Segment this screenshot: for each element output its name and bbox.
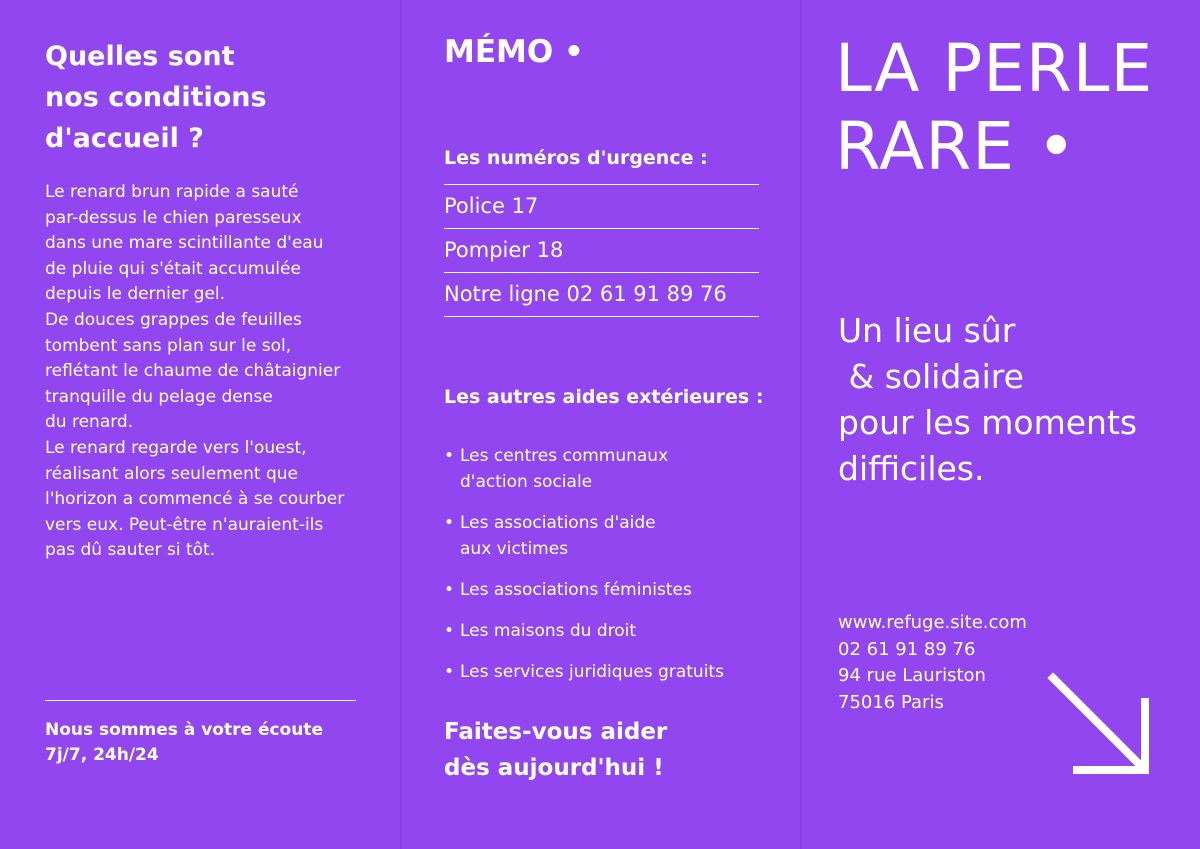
aides-heading: Les autres aides extérieures : [444, 386, 764, 408]
list-item [444, 659, 784, 685]
body-line: de pluie qui s'était accumulée [45, 258, 301, 279]
city-address: 75016 Paris [838, 691, 944, 713]
body-line: tranquille du pelage dense [45, 386, 273, 407]
urgence-item-police: Police 17 [444, 184, 759, 228]
list-item-text: d'action sociale [460, 472, 593, 492]
bullet-icon: • [444, 513, 455, 533]
urgence-list [444, 184, 759, 317]
tagline-line: & solidaire [838, 357, 1024, 396]
body-paragraph [45, 436, 375, 564]
bullet-icon: • [444, 662, 455, 682]
list-item [444, 618, 784, 644]
urgence-item-ligne: Notre ligne 02 61 91 89 76 [444, 272, 759, 317]
cta-line: dès aujourd'hui ! [444, 755, 664, 781]
body-line: pas dû sauter si tôt. [45, 540, 216, 561]
conditions-body [45, 180, 375, 564]
tagline-line: difficiles. [838, 449, 985, 488]
bullet-icon: • [444, 580, 455, 600]
body-line: réalisant alors seulement que [45, 463, 299, 484]
website-link[interactable]: www.refuge.site.com [838, 612, 1027, 633]
body-line: dans une mare scintillante d'eau [45, 233, 324, 254]
urgence-item-pompier: Pompier 18 [444, 228, 759, 272]
availability-note [45, 718, 375, 768]
bullet-icon: • [444, 621, 455, 641]
list-item-text: Les maisons du droit [460, 621, 637, 641]
list-item [444, 443, 784, 495]
brand-title [835, 30, 1195, 186]
body-line: vers eux. Peut-être n'auraient-ils [45, 514, 324, 535]
aides-list [444, 443, 784, 700]
availability-line: Nous sommes à votre écoute [45, 720, 323, 740]
brand-line: RARE • [835, 108, 1077, 185]
divider [45, 700, 356, 701]
conditions-title-line: Quelles sont [45, 41, 235, 72]
body-line: par-dessus le chien paresseux [45, 207, 302, 228]
list-item-text: Les associations féministes [460, 580, 692, 600]
bullet-icon: • [444, 446, 455, 466]
conditions-title-line: d'accueil ? [45, 123, 204, 154]
arrow-down-right-icon [1047, 672, 1151, 776]
call-to-action [444, 714, 667, 786]
body-line: Le renard brun rapide a sauté [45, 182, 299, 202]
list-item-text: Les associations d'aide [460, 513, 656, 533]
list-item-text: Les services juridiques gratuits [460, 662, 724, 682]
body-line: l'horizon a commencé à se courber [45, 489, 345, 510]
body-paragraph [45, 308, 375, 436]
list-item-text: aux victimes [460, 539, 569, 559]
body-line: Le renard regarde vers l'ouest, [45, 437, 307, 458]
street-address: 94 rue Lauriston [838, 665, 986, 686]
right-panel [800, 0, 1200, 849]
list-item [444, 510, 784, 562]
conditions-title-line: nos conditions [45, 82, 267, 113]
conditions-title [45, 36, 365, 159]
cta-line: Faites-vous aider [444, 719, 668, 745]
body-line: reflétant le chaume de châtaignier [45, 361, 341, 382]
contact-info [838, 610, 1027, 716]
memo-title: MÉMO • [444, 34, 584, 70]
body-line: De douces grappes de feuilles [45, 309, 302, 330]
list-item [444, 577, 784, 603]
phone-number: 02 61 91 89 76 [838, 638, 976, 660]
tagline-line: pour les moments [838, 403, 1138, 442]
urgence-heading: Les numéros d'urgence : [444, 147, 708, 169]
body-line: depuis le dernier gel. [45, 284, 226, 305]
middle-panel [400, 0, 800, 849]
list-item-text: Les centres communaux [460, 446, 669, 466]
body-paragraph [45, 180, 375, 308]
tagline-line: Un lieu sûr [838, 311, 1016, 350]
brand-line: LA PERLE [835, 30, 1154, 107]
tagline [838, 308, 1188, 492]
availability-line: 7j/7, 24h/24 [45, 745, 159, 765]
body-line: tombent sans plan sur le sol, [45, 335, 292, 356]
left-panel [0, 0, 400, 849]
body-line: du renard. [45, 412, 134, 433]
